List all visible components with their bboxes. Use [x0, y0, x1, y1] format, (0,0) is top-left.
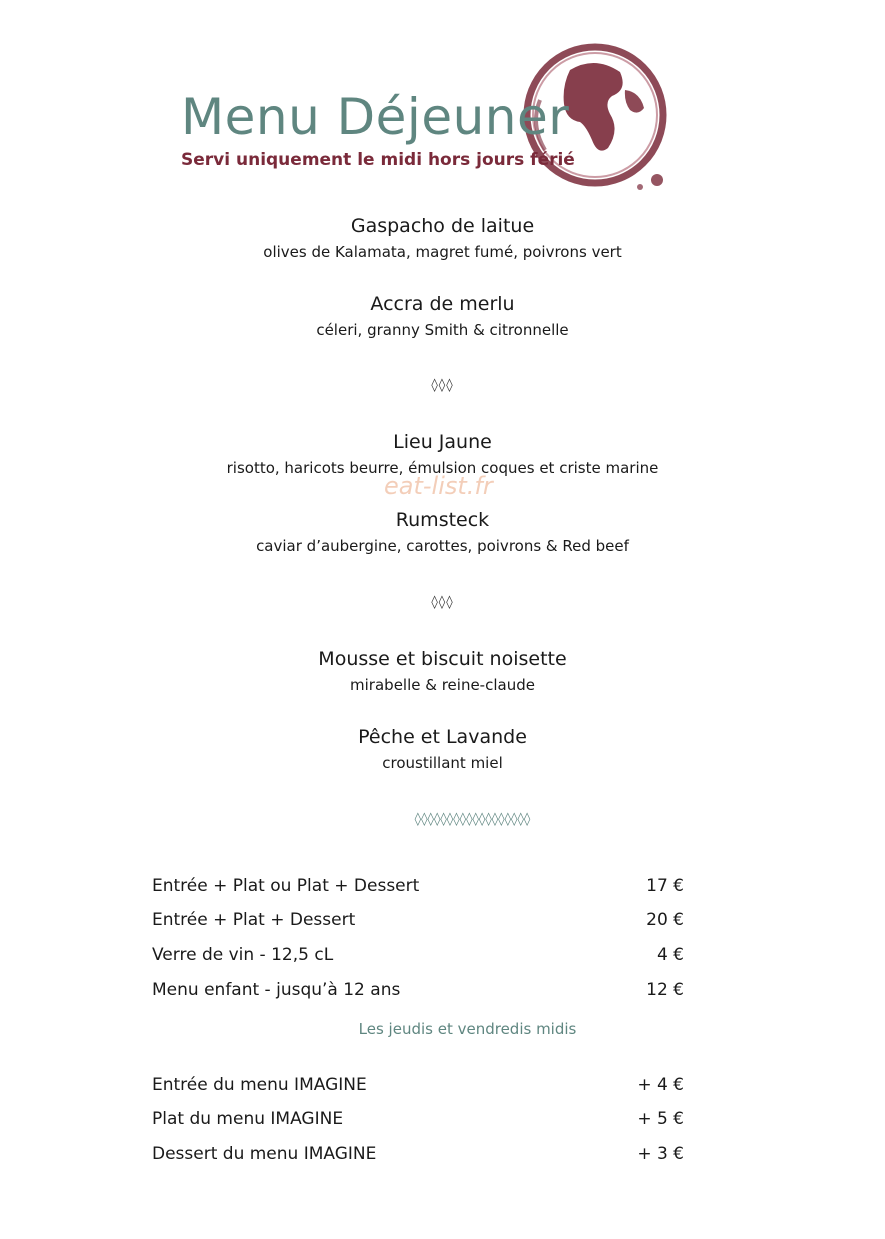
price-value: 20 € [646, 910, 684, 930]
price-label: Verre de vin - 12,5 cL [152, 945, 334, 965]
dish-description: caviar d’aubergine, carottes, poivrons & Red beef [256, 537, 629, 555]
dish-description: céleri, granny Smith & citronnelle [316, 321, 569, 339]
thursday-friday-note: Les jeudis et vendredis midis [358, 1020, 577, 1038]
price-value: 12 € [646, 980, 684, 1000]
price-label: Entrée + Plat ou Plat + Dessert [152, 876, 420, 896]
dish-name: Gaspacho de laitue [350, 215, 535, 237]
section-separator: ◊◊◊ [431, 378, 454, 393]
dish-description: olives de Kalamata, magret fumé, poivrons vert [263, 243, 622, 261]
supplement-row [152, 1075, 684, 1095]
price-row [152, 945, 684, 965]
price-row [152, 980, 684, 1000]
section-separator: ◊◊◊ [431, 595, 454, 610]
supplement-price: + 3 € [637, 1144, 684, 1164]
dish-name: Rumsteck [395, 509, 490, 531]
watermark: eat-list.fr [384, 472, 493, 500]
dessert-item [0, 648, 885, 694]
dish-description: mirabelle & reine-claude [350, 676, 535, 694]
price-value: 4 € [656, 945, 684, 965]
dessert-item [0, 726, 885, 772]
dish-name: Accra de merlu [370, 293, 515, 315]
page-subtitle: Servi uniquement le midi hors jours férié [181, 150, 575, 170]
main-item [0, 431, 885, 477]
dish-name: Pêche et Lavande [358, 726, 527, 748]
starter-item [0, 293, 885, 339]
price-label: Entrée + Plat + Dessert [152, 910, 356, 930]
supplement-label: Entrée du menu IMAGINE [152, 1075, 367, 1095]
supplement-row [152, 1144, 684, 1164]
page-title: Menu Déjeuner [181, 88, 570, 146]
price-label: Menu enfant - jusqu’à 12 ans [152, 980, 401, 1000]
supplement-label: Dessert du menu IMAGINE [152, 1144, 377, 1164]
supplement-row [152, 1109, 684, 1129]
supplement-price: + 5 € [637, 1109, 684, 1129]
supplement-label: Plat du menu IMAGINE [152, 1109, 344, 1129]
dish-name: Lieu Jaune [393, 431, 492, 453]
main-item [0, 509, 885, 555]
long-separator: ◊◊◊◊◊◊◊◊◊◊◊◊◊◊◊◊◊◊ [414, 812, 531, 827]
supplement-price: + 4 € [637, 1075, 684, 1095]
starter-item [0, 215, 885, 261]
price-value: 17 € [646, 876, 684, 896]
price-row [152, 910, 684, 930]
dish-name: Mousse et biscuit noisette [318, 648, 567, 670]
price-row [152, 876, 684, 896]
dish-description: risotto, haricots beurre, émulsion coques et criste marine [226, 459, 659, 477]
dish-description: croustillant miel [382, 754, 503, 772]
